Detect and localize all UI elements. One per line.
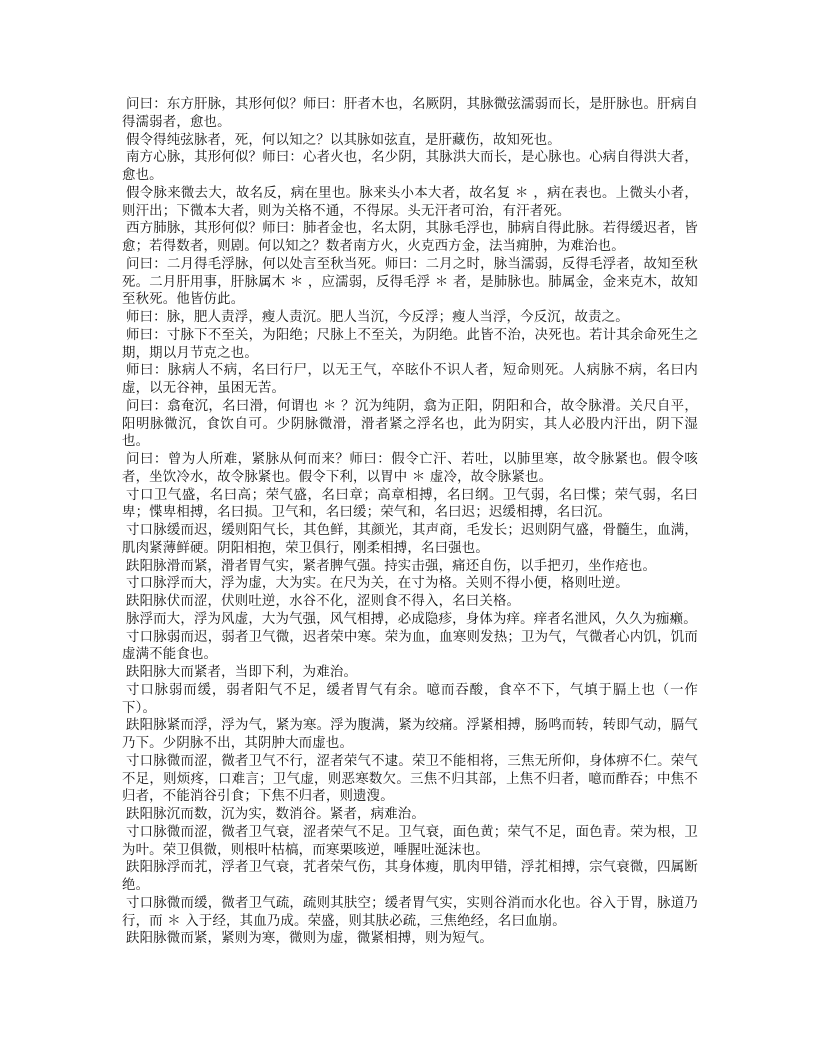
paragraph-pure-wiry-pulse: 假令得纯弦脉者，死，何以知之？以其脉如弦直，是肝藏伤，故知死也。 — [126, 132, 561, 148]
paragraph-weak-moderate: 寸口脉弱而缓，弱者阳气不足，缓者胃气有余。噫而吞酸，食卒不下，气填于膈上也（一作下）。 — [122, 682, 698, 716]
paragraph-heart-pulse: 南方心脉，其形何似？师曰：心者火也，名少阴，其脉洪大而长，是心脉也。心病自得洪大者，愈也。 — [122, 150, 698, 183]
paragraph-yang-yin-cut: 师曰：寸脉下不至关，为阳绝；尺脉上不至关，为阴绝。此皆不治，决死也。若计其余命死生之期，期以月节克之也。 — [122, 327, 698, 361]
paragraph-slippery-pulse: 问曰：翕奄沉，名曰滑，何谓也 ＊ ？沉为纯阴，翕为正阳，阴阳和合，故令脉滑。关尺自平，阳明脉微沉，食饮自可。少阴脉微滑，滑者紧之浮名也，此为阴实，其人必股内汗出，阴下湿也。 — [122, 398, 698, 450]
paragraph-fuyang-hidden: 趺阳脉伏而涩，伏则吐逆，水谷不化，涩则食不得入，名曰关格。 — [126, 594, 521, 609]
paragraph-fuyang-deep-rapid: 趺阳脉沉而数，沉为实，数消谷。紧者，病难治。 — [126, 807, 425, 822]
document-page — [122, 96, 698, 948]
paragraph-fuyang-slippery: 趺阳脉滑而紧，滑者胃气实，紧者脾气强。持实击强，痛还自伤，以手把刃，坐作疮也。 — [126, 558, 657, 574]
paragraph-second-month: 问曰：二月得毛浮脉，何以处言至秋当死。师曰：二月之时，脉当濡弱，反得毛浮者，故知至秋死。二月肝用事，肝脉属木 ＊ ，应濡弱，反得毛浮 ＊ 者，是肺脉也。肺属金，金来克木，故知至秋死。他皆仿此。 — [122, 256, 698, 308]
paragraph-fuyang-hollow: 趺阳脉浮而芤，浮者卫气衰，芤者荣气伤，其身体瘦，肌肉甲错，浮芤相搏，宗气衰微，四属断绝。 — [122, 860, 698, 893]
paragraph-blood-collapse: 寸口脉微而缓，微者卫气疏，疏则其肤空；缓者胃气实，实则谷消而水化也。谷入于胃，脉道乃行，而 ＊ 入于经，其血乃成。荣盛，则其肤必疏，三焦绝经，名曰血崩。 — [122, 895, 698, 929]
paragraph-moderate-slow: 寸口脉缓而迟，缓则阳气长，其色鲜，其颜光，其声商，毛发长；迟则阴气盛，骨髓生，血满，肌肉紧薄鲜硬。阴阳相抱，荣卫俱行，刚柔相搏，名曰强也。 — [122, 523, 698, 556]
paragraph-tight-pulse: 问曰：曾为人所难，紧脉从何而来？师曰：假令亡汗、若吐，以肺里寒，故令脉紧也。假令咳者，坐饮冷水，故令脉紧也。假令下利，以胃中 ＊ 虚冷，故令脉紧也。 — [122, 452, 698, 485]
paragraph-floating-large: 寸口脉浮而大，浮为虚，大为实。在尺为关，在寸为格。关则不得小便，格则吐逆。 — [126, 576, 629, 592]
paragraph-reverse-pulse: 假令脉来微去大，故名反，病在里也。脉来头小本大者，故名复 ＊ ，病在表也。上微头小者，则汗出；下微本大者，则为关格不通，不得尿。头无汗者可治，有汗者死。 — [122, 185, 698, 219]
paragraph-liver-pulse: 问曰：东方肝脉，其形何似？师曰：肝者木也，名厥阴，其脉微弦濡弱而长，是肝脉也。肝病自得濡弱者，愈也。 — [122, 97, 698, 130]
paragraph-weak-slow: 寸口脉弱而迟，弱者卫气微，迟者荣中寒。荣为血，血寒则发热；卫为气，气微者心内饥，饥而虚满不能食也。 — [122, 629, 698, 663]
paragraph-wind-itch: 脉浮而大，浮为风虚，大为气强，风气相搏，必成隐疹，身体为痒。痒者名泄风，久久为痂癞。 — [126, 611, 697, 627]
paragraph-lung-pulse: 西方肺脉，其形何似？师曰：肺者金也，名太阴，其脉毛浮也，肺病自得此脉。若得缓迟者，皆愈；若得数者，则剧。何以知之？数者南方火，火克西方金，法当痈肿，为难治也。 — [122, 221, 698, 254]
paragraph-fat-thin: 师曰：脉，肥人责浮，瘦人责沉。肥人当沉，今反浮；瘦人当浮，今反沉，故责之。 — [126, 310, 629, 325]
paragraph-fuyang-tight-floating: 趺阳脉紧而浮，浮为气，紧为寒。浮为腹满，紧为绞痛。浮紧相搏，肠鸣而转，转即气动，膈气乃下。少阴脉不出，其阴肿大而虚也。 — [122, 718, 698, 751]
paragraph-fuyang-large-tight: 趺阳脉大而紧者，当即下利，为难治。 — [126, 665, 358, 680]
paragraph-short-breath: 趺阳脉微而紧，紧则为寒，微则为虚，微紧相搏，则为短气。 — [126, 931, 493, 947]
paragraph-faint-rough-decline: 寸口脉微而涩，微者卫气衰，涩者荣气不足。卫气衰，面色黄；荣气不足，面色青。荣为根，卫为叶。荣卫俱微，则根叶枯槁，而寒栗咳逆，唾腥吐涎沫也。 — [122, 824, 698, 858]
paragraph-walking-corpse: 师曰：脉病人不病，名曰行尸，以无王气，卒眩仆不识人者，短命则死。人病脉不病，名曰内虚，以无谷神，虽困无苦。 — [122, 363, 698, 396]
paragraph-defense-qi: 寸口卫气盛，名曰高；荣气盛，名曰章；高章相搏，名曰纲。卫气弱，名曰惵；荣气弱，名曰卑；惵卑相搏，名曰损。卫气和，名曰缓；荣气和，名曰迟；迟缓相搏，名曰沉。 — [122, 487, 698, 521]
paragraph-faint-rough: 寸口脉微而涩，微者卫气不行，涩者荣气不逮。荣卫不能相将，三焦无所仰，身体痹不仁。荣气不足，则烦疼，口难言；卫气虚，则恶寒数欠。三焦不归其部，上焦不归者，噫而酢吞；中焦不归者，不能消谷引食；下焦不归者，则遗溲。 — [122, 753, 698, 805]
